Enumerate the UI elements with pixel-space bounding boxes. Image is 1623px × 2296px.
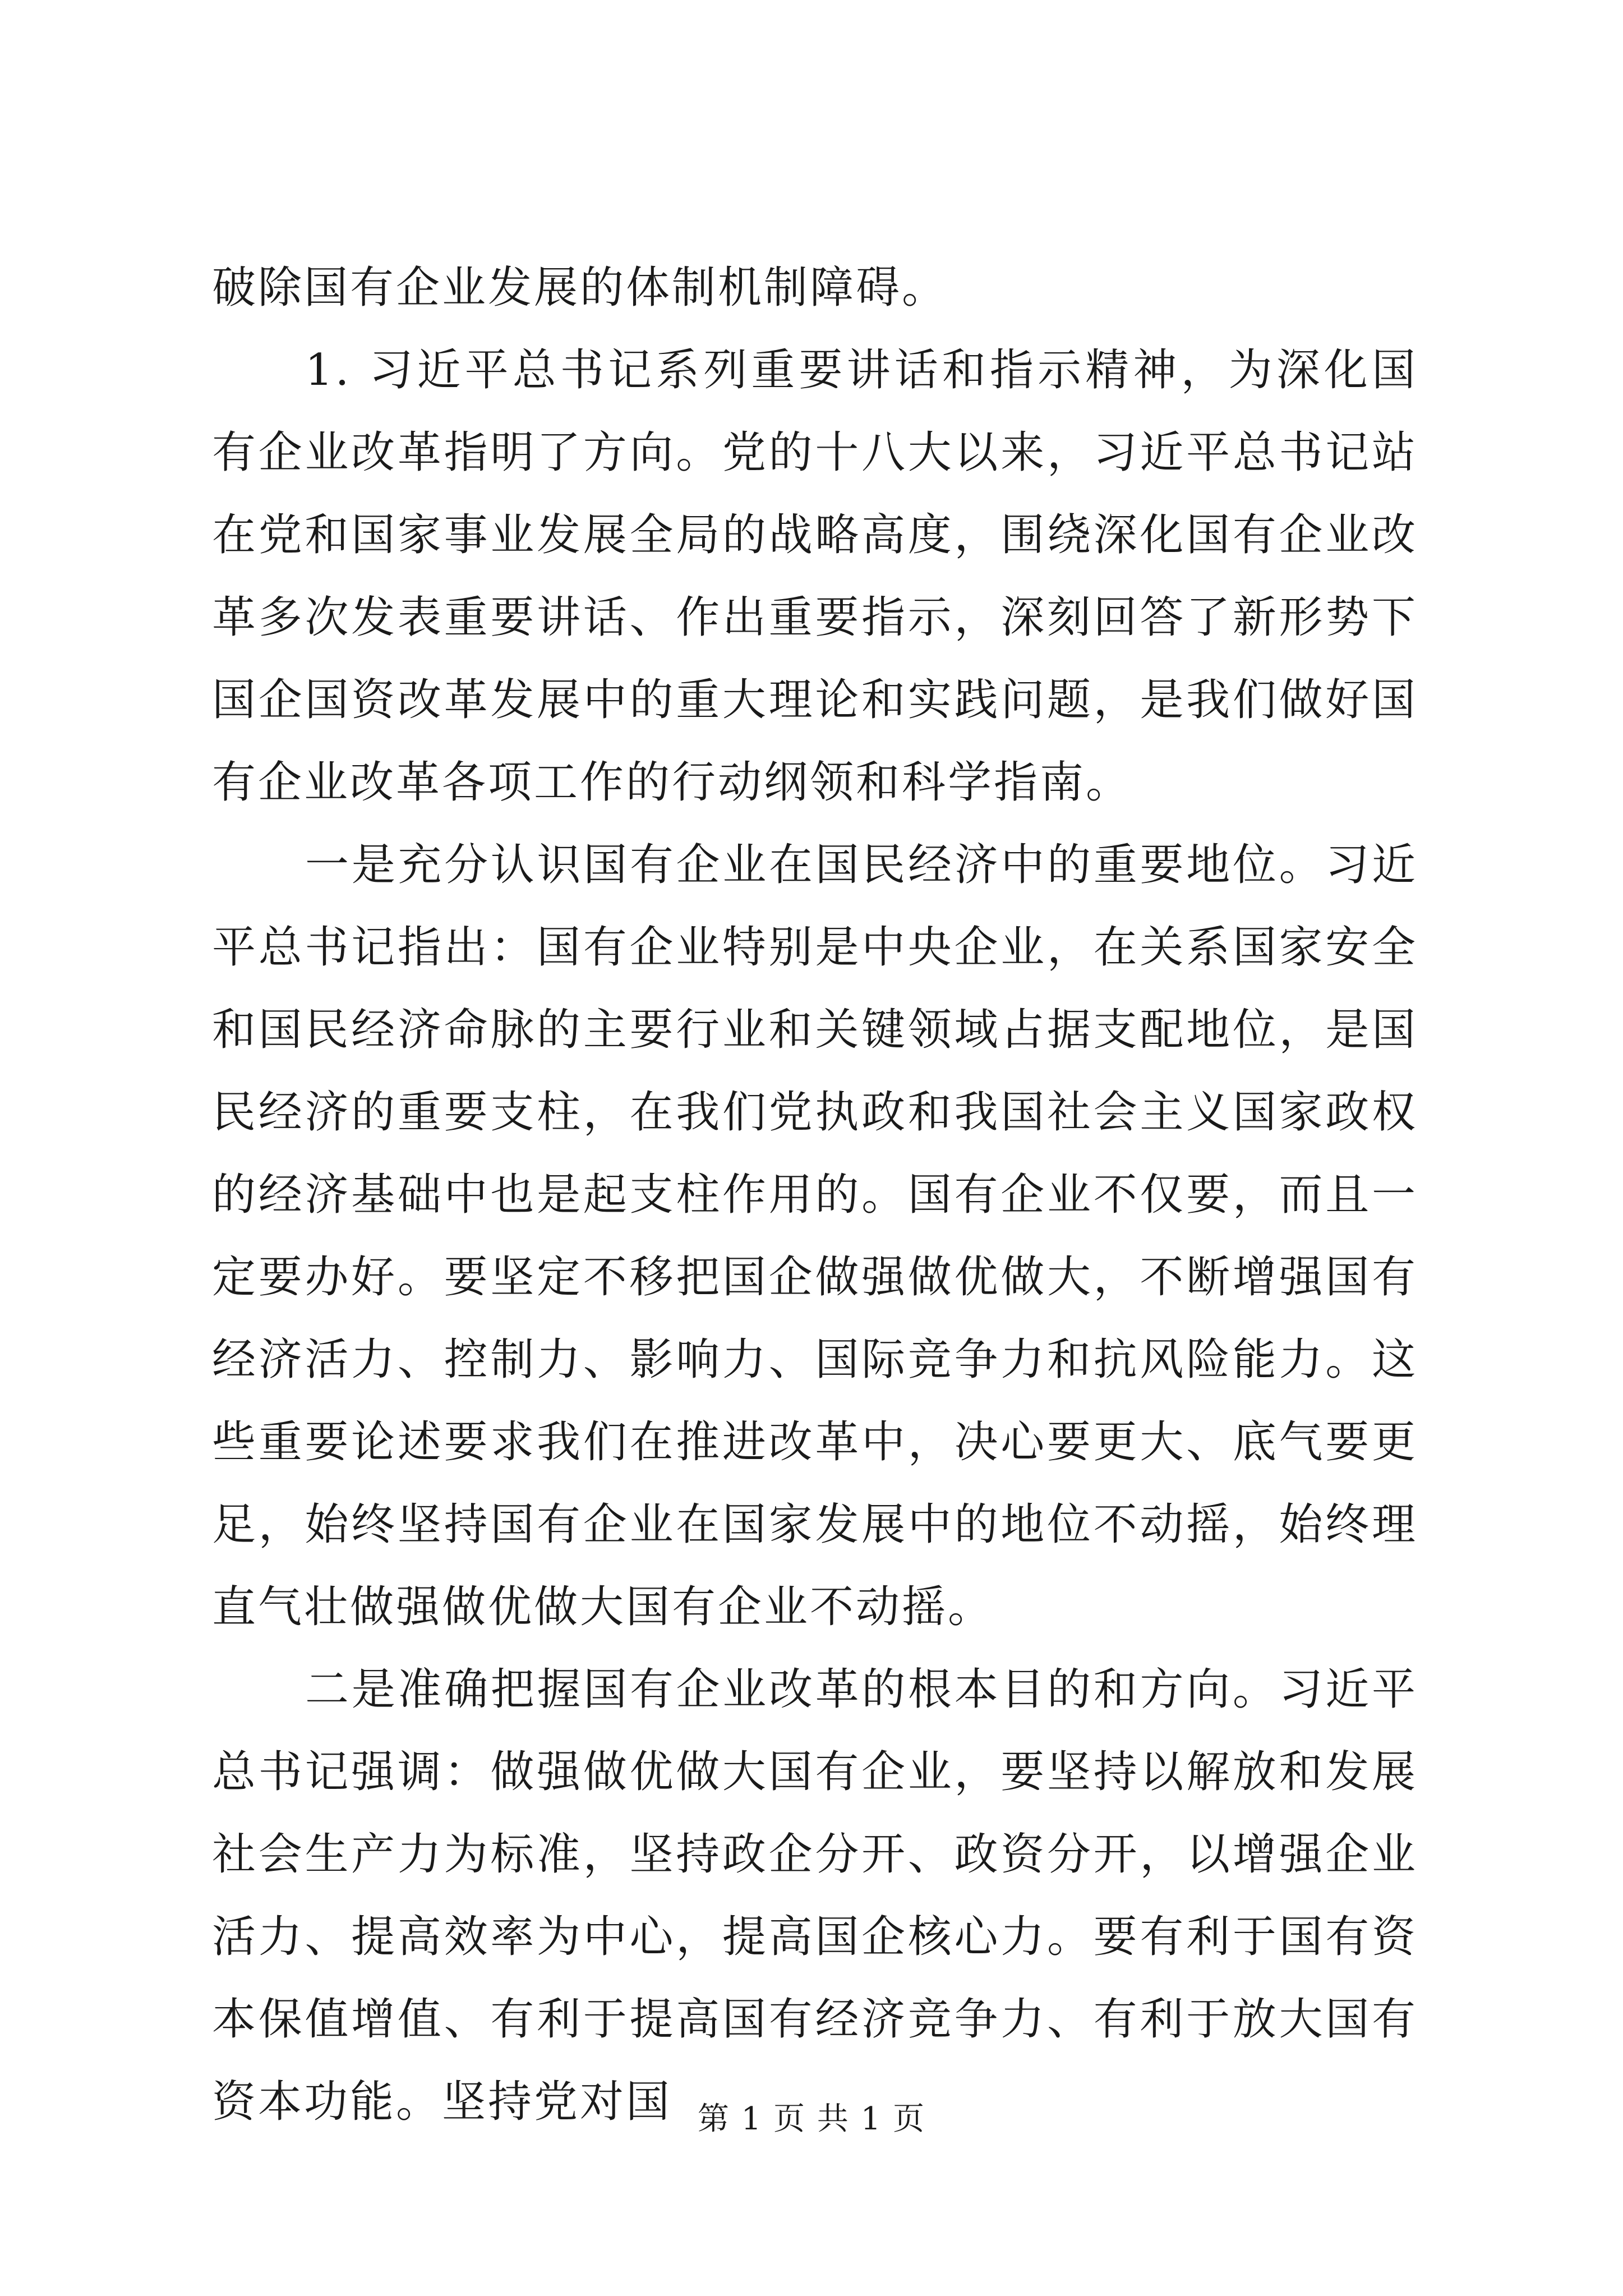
paragraph-section-1: 1. 习近平总书记系列重要讲话和指示精神，为深化国有企业改革指明了方向。党的十八大以来，习近平总书记站在党和国家事业发展全局的战略高度，围绕深化国有企业改革多次发表重要讲话、作出重要指示，深刻回答了新形势下国企国资改革发展中的重大理论和实践问题，是我们做好国有企业改革各项工作的行动纲领和科学指南。 bbox=[212, 345, 1418, 808]
paragraph-continuation: 破除国有企业发展的体制机制障碍。 bbox=[212, 263, 948, 313]
paragraph-point-two: 二是准确把握国有企业改革的根本目的和方向。习近平总书记强调：做强做优做大国有企业，要坚持以解放和发展社会生产力为标准，坚持政企分开、政资分开，以增强企业活力、提高效率为中心，提高国企核心力。要有利于国有资本保值增值、有利于提高国有经济竞争力、有利于放大国有资本功能。坚持党对国 bbox=[212, 1664, 1418, 2127]
page-footer: 第 1 页 共 1 页 bbox=[697, 2101, 926, 2137]
paragraph-point-one: 一是充分认识国有企业在国民经济中的重要地位。习近平总书记指出：国有企业特别是中央企业，在关系国家安全和国民经济命脉的主要行业和关键领域占据支配地位，是国民经济的重要支柱，在我们党执政和我国社会主义国家政权的经济基础中也是起支柱作用的。国有企业不仅要，而且一定要办好。要坚定不移把国企做强做优做大，不断增强国有经济活力、控制力、影响力、国际竞争力和抗风险能力。这些重要论述要求我们在推进改革中，决心要更大、底气要更足，始终坚持国有企业在国家发展中的地位不动摇，始终理直气壮做强做优做大国有企业不动摇。 bbox=[212, 840, 1418, 1632]
document-body bbox=[212, 247, 1418, 2143]
